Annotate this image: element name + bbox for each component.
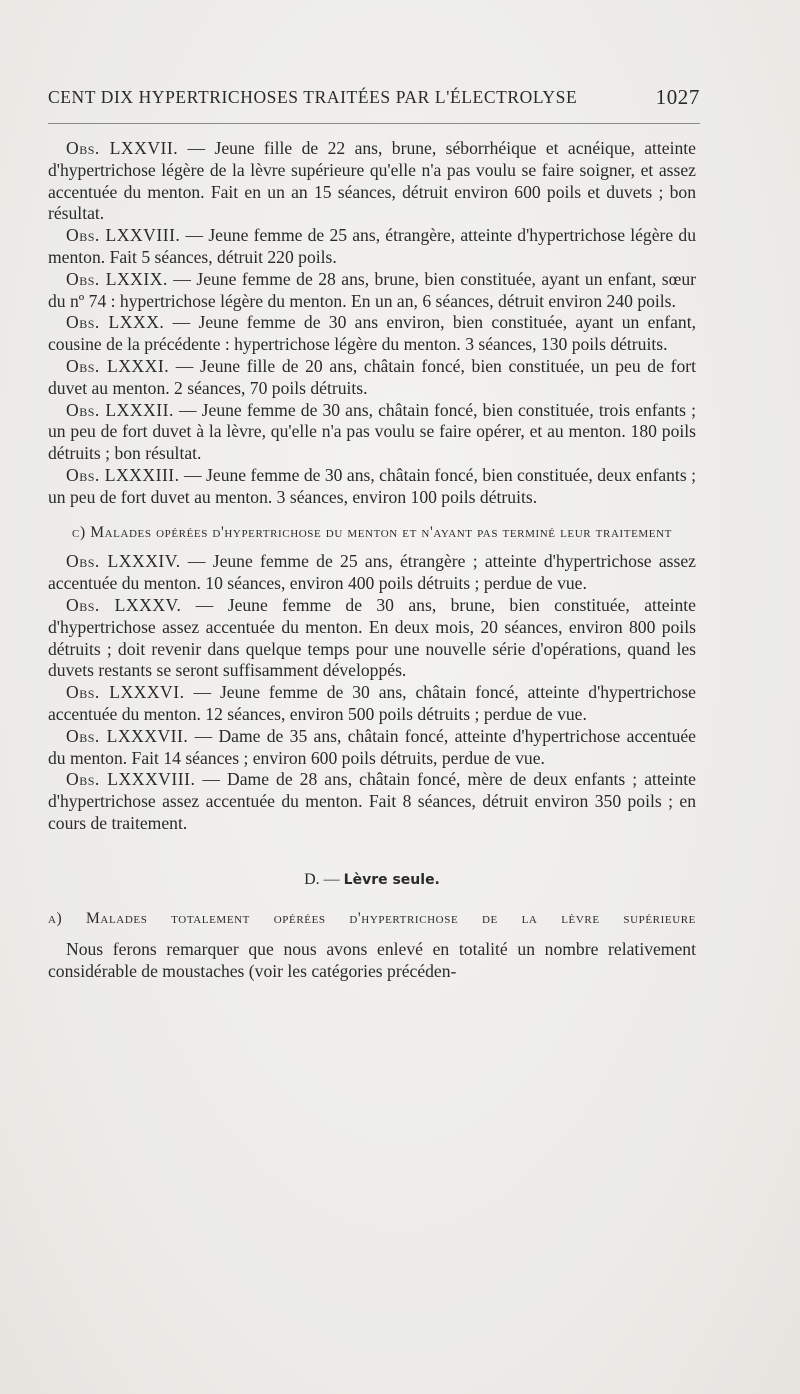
running-header	[48, 87, 700, 115]
header-rule	[48, 123, 700, 124]
observation-77: Obs. LXXVII. — Jeune fille de 22 ans, brune, séborrhéique et acnéique, atteinte d'hypertrichose légère de la lèvre supérieure qu'elle n'a pas voulu se faire soigner, et assez accentuée du menton. Fait en un an 15 séances, détruit environ 600 poils et duvets ; bon résultat.	[48, 138, 696, 224]
observation-85: Obs. LXXXV. — Jeune femme de 30 ans, brune, bien constituée, atteinte d'hypertrichose assez accentuée du menton. En deux mois, 20 séances, environ 800 poils détruits ; doit revenir dans quelque temps pour une nouvelle série d'opérations, quand les duvets restants se seront suffisamment développés.	[48, 594, 696, 681]
section-a-heading: a) Malades totalement opérées d'hypertrichose de la lèvre supérieure	[48, 909, 696, 927]
observation-78: Obs. LXXVIII. — Jeune femme de 25 ans, étrangère, atteinte d'hypertrichose légère du menton. Fait 5 séances, détruit 220 poils.	[48, 225, 696, 267]
observation-80: Obs. LXXX. — Jeune femme de 30 ans environ, bien constituée, ayant un enfant, cousine de la précédente : hypertrichose légère du menton. 3 séances, 130 poils détruits.	[48, 312, 696, 355]
observation-88: Obs. LXXXVIII. — Dame de 28 ans, châtain foncé, mère de deux enfants ; atteinte d'hypertrichose assez accentuée du menton. Fait 8 séances, détruit environ 350 poils ; en cours de traitement.	[48, 769, 696, 833]
observation-86: Obs. LXXXVI. — Jeune femme de 30 ans, châtain foncé, atteinte d'hypertrichose accentuée du menton. 12 séances, environ 500 poils détruits ; perdue de vue.	[48, 682, 696, 724]
final-paragraph: Nous ferons remarquer que nous avons enlevé en totalité un nombre relativement considérable de moustaches (voir les catégories précéden-	[48, 939, 696, 982]
observation-84: Obs. LXXXIV. — Jeune femme de 25 ans, étrangère ; atteinte d'hypertrichose assez accentuée du menton. 10 séances, environ 400 poils détruits ; perdue de vue.	[48, 551, 696, 594]
running-title: CENT DIX HYPERTRICHOSES TRAITÉES PAR L'ÉLECTROLYSE	[48, 87, 578, 107]
page-number: 1027	[655, 85, 700, 109]
observation-79: Obs. LXXIX. — Jeune femme de 28 ans, brune, bien constituée, ayant un enfant, sœur du nº 74 : hypertrichose légère du menton. En un an, 6 séances, détruit environ 240 poils.	[48, 268, 696, 311]
observation-82: Obs. LXXXII. — Jeune femme de 30 ans, châtain foncé, bien constituée, trois enfants ; un peu de fort duvet à la lèvre, qu'elle n'a pas voulu se faire opérer, et au menton. 180 poils détruits ; bon résultat.	[48, 399, 696, 464]
observation-83: Obs. LXXXIII. — Jeune femme de 30 ans, châtain foncé, bien constituée, deux enfants ; un peu de fort duvet au menton. 3 séances, environ 100 poils détruits.	[48, 464, 696, 507]
observation-81: Obs. LXXXI. — Jeune fille de 20 ans, châtain foncé, bien constituée, un peu de fort duvet au menton. 2 séances, 70 poils détruits.	[48, 355, 696, 398]
observation-87: Obs. LXXXVII. — Dame de 35 ans, châtain foncé, atteinte d'hypertrichose accentuée du menton. Fait 14 séances ; environ 600 poils détruits, perdue de vue.	[48, 725, 696, 768]
section-c-heading: c) Malades opérées d'hypertrichose du menton et n'ayant pas terminé leur traitement	[72, 523, 672, 541]
body-text	[48, 138, 696, 983]
section-d-heading: D. — Lèvre seule.	[304, 870, 440, 888]
